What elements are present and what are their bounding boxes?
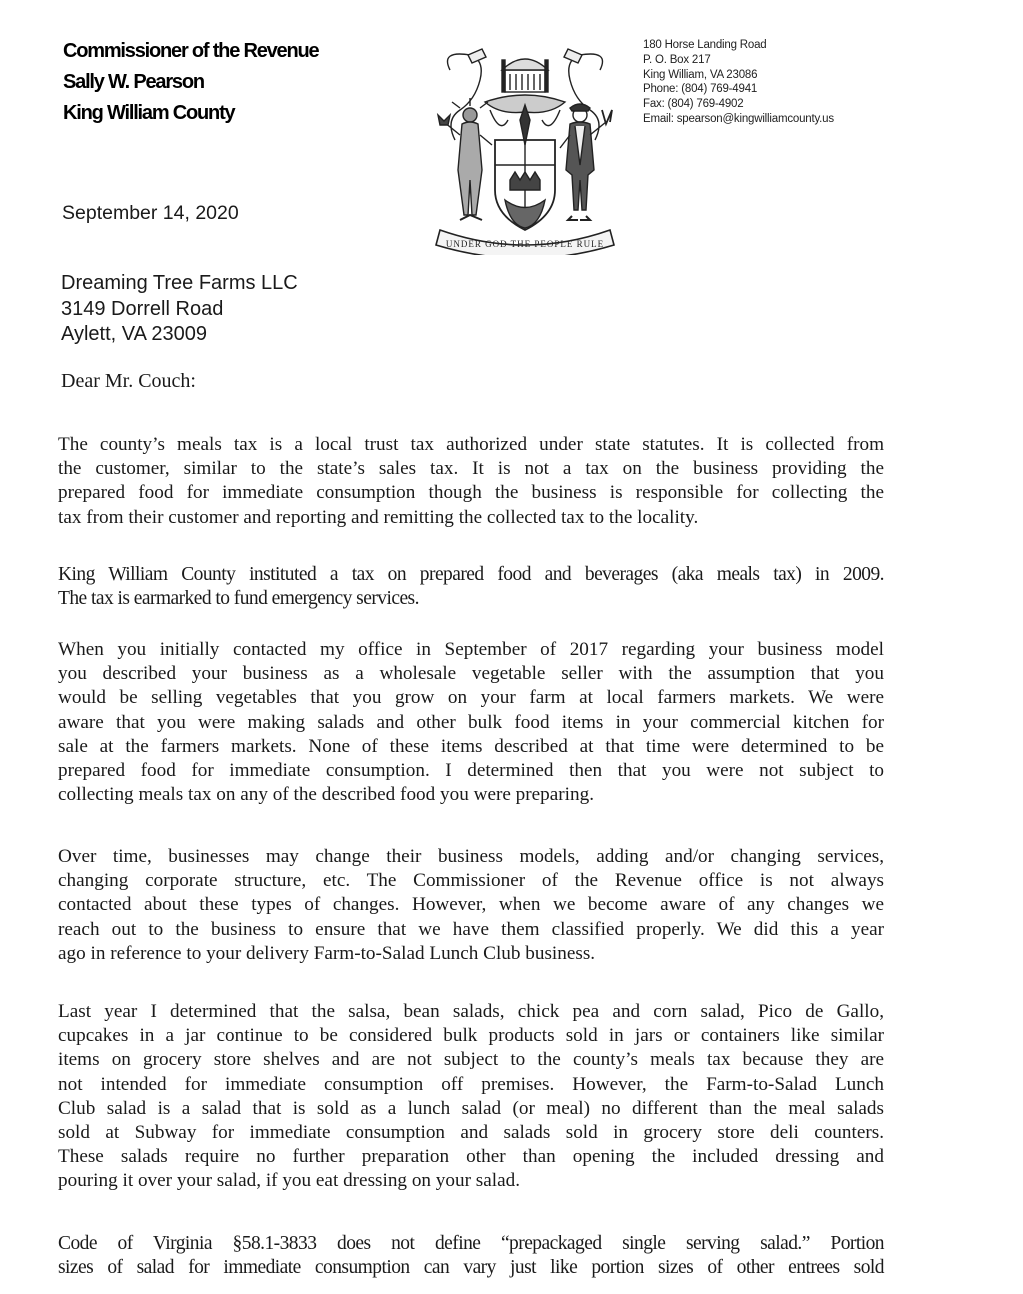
paragraph-line: tax from their customer and reporting and remitting the collected tax to the locality. [58, 506, 699, 528]
county-name: King William County [63, 102, 235, 124]
paragraph-line: ago in reference to your delivery Farm-to-Salad Lunch Club business. [58, 942, 596, 964]
body-paragraph [58, 1000, 884, 1194]
paragraph-line: Club salad is a salad that is sold as a lunch salad (or meal) no different than the meal salads [58, 1097, 884, 1119]
paragraph-line: The county’s meals tax is a local trust tax authorized under state statutes. It is collected from [58, 434, 884, 455]
paragraph-line: Last year I determined that the salsa, bean salads, chick pea and corn salad, Pico de Gallo, [58, 1001, 884, 1022]
body-paragraph [58, 1232, 884, 1280]
body-paragraph [58, 845, 884, 966]
body-paragraph [58, 638, 884, 807]
paragraph-line: sale at the farmers markets. None of these items described at that time were determined to be [58, 735, 884, 757]
paragraph-line: contacted about these types of changes. However, when we become aware of any changes we [58, 894, 884, 916]
paragraph-line: cupcakes in a jar continue to be considered bulk products sold in jars or containers like similar [58, 1025, 884, 1047]
county-seal [430, 40, 620, 255]
paragraph-line: the customer, similar to the state’s sales tax. It is not a tax on the business providing the [58, 458, 884, 480]
paragraph-line: prepared food for immediate consumption though the business is responsible for collecting the [58, 482, 884, 504]
paragraph-line: changing corporate structure, etc. The Commissioner of the Revenue office is not always [58, 870, 884, 892]
county-coat-of-arms-icon [430, 40, 620, 255]
paragraph-line: sizes of salad for immediate consumption can vary just like portion sizes of other entrees sold [58, 1257, 884, 1279]
paragraph-line: not intended for immediate consumption off premises. However, the Farm-to-Salad Lunch [58, 1073, 884, 1095]
official-name: Sally W. Pearson [63, 71, 204, 93]
paragraph-line: would be selling vegetables that you grow on your farm at local farmers markets. We were [58, 687, 884, 709]
contact-info [643, 38, 834, 127]
recipient-name: Dreaming Tree Farms LLC [61, 272, 298, 294]
office-street-address: 180 Horse Landing Road [643, 39, 767, 51]
office-phone: Phone: (804) 769-4941 [643, 83, 758, 96]
paragraph-line: These salads require no further preparation other than opening the included dressing and [58, 1146, 884, 1168]
letter-date: September 14, 2020 [62, 202, 239, 224]
paragraph-line: sold at Subway for immediate consumption and salads sold in grocery store deli counters. [58, 1122, 884, 1144]
paragraph-line: prepared food for immediate consumption. I determined then that you were not subject to [58, 760, 884, 782]
paragraph-line: King William County instituted a tax on prepared food and beverages (aka meals tax) in 2009. [58, 564, 884, 585]
office-title: Commissioner of the Revenue [63, 40, 319, 62]
paragraph-line: items on grocery store shelves and are not subject to the county’s meals tax because they are [58, 1049, 884, 1071]
office-fax: Fax: (804) 769-4902 [643, 98, 744, 111]
salutation: Dear Mr. Couch: [61, 370, 196, 392]
paragraph-line: Code of Virginia §58.1-3833 does not define “prepackaged single serving salad.” Portion [58, 1233, 884, 1254]
paragraph-line: pouring it over your salad, if you eat dressing on your salad. [58, 1170, 520, 1192]
recipient-street: 3149 Dorrell Road [61, 297, 224, 320]
paragraph-line: Over time, businesses may change their business models, adding and/or changing services, [58, 846, 884, 867]
letterhead [63, 36, 318, 129]
recipient-address [61, 271, 298, 348]
body-paragraph [58, 563, 884, 611]
office-po-box: P. O. Box 217 [643, 53, 711, 66]
paragraph-line: collecting meals tax on any of the described food you were preparing. [58, 784, 594, 806]
office-city-state-zip: King William, VA 23086 [643, 68, 758, 81]
paragraph-line: The tax is earmarked to fund emergency services. [58, 588, 419, 610]
office-email: Email: spearson@kingwilliamcounty.us [643, 112, 834, 125]
body-paragraph [58, 433, 884, 530]
paragraph-line: you described your business as a wholesale vegetable seller with the assumption that you [58, 663, 884, 685]
paragraph-line: reach out to the business to ensure that we have them classified properly. We did this a year [58, 918, 884, 940]
recipient-city-state-zip: Aylett, VA 23009 [61, 323, 208, 345]
paragraph-line: aware that you were making salads and other bulk food items in your commercial kitchen for [58, 711, 884, 733]
svg-text:UNDER GOD THE PEOPLE RULE: UNDER GOD THE PEOPLE RULE [445, 239, 605, 249]
paragraph-line: When you initially contacted my office in September of 2017 regarding your business model [58, 639, 884, 660]
